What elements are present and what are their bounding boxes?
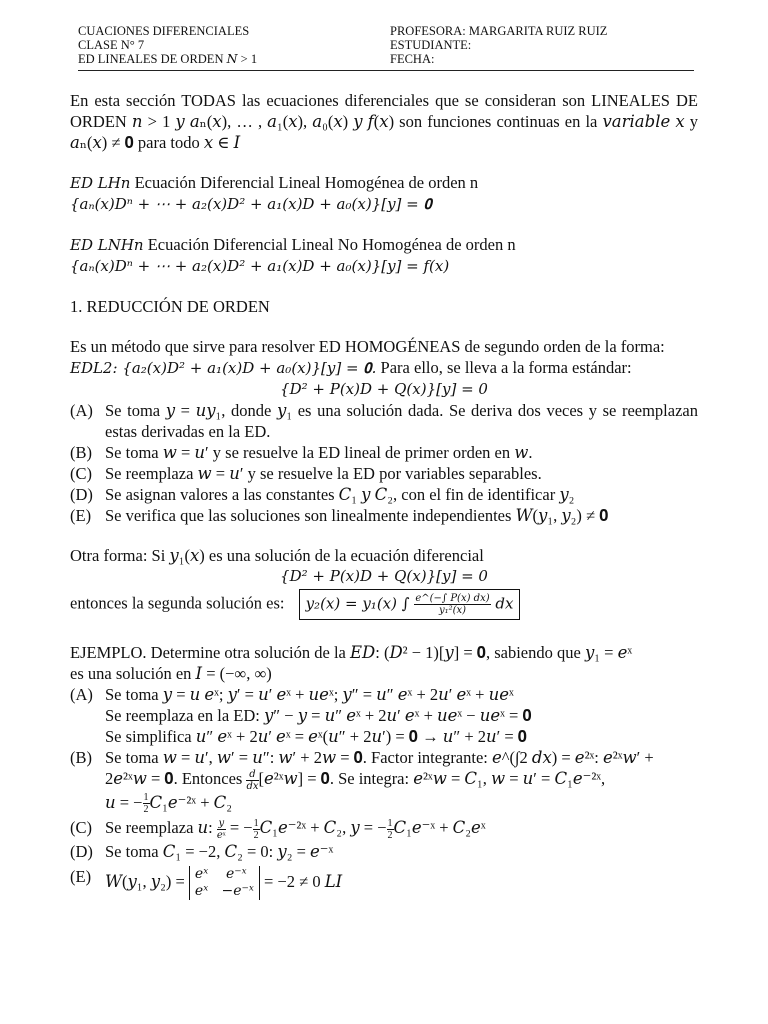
second-solution-label: entonces la segunda solución es: [70, 593, 285, 613]
method-intro-line: Es un método que sirve para resolver ED HOMOGÉNEAS de segundo orden de la forma: [70, 337, 665, 356]
list-item: (B) Se toma 𝑤 = 𝑢′ y se resuelve la ED lineal de primer orden en 𝑤. [70, 443, 533, 462]
example-step-a-line2: Se reemplaza en la ED: 𝑦″ − 𝑦 = 𝑢″ 𝑒ˣ + 2𝑢′ 𝑒ˣ + 𝑢𝑒ˣ − 𝑢𝑒ˣ = 𝟎 [105, 706, 532, 725]
example-step-b-line3: 𝑢 = − $\frac{1}{2}$ 𝐶₁𝑒⁻²ˣ + 𝐶₂ [105, 792, 232, 816]
example-step-b-line2: 2𝑒²ˣ𝑤 = 𝟎. Entonces $\frac{\text{𝑑}}{\text{𝑑𝑥}}$ [𝑒²ˣ𝑤] = 𝟎. Se integra: 𝑒²ˣ𝑤 = 𝐶₁, 𝑤 = 𝑢′ = 𝐶₁𝑒⁻²ˣ, [105, 768, 606, 792]
header-divider [78, 70, 694, 71]
second-solution-formula: 𝑦₂(𝑥) = 𝑦₁(𝑥) ∫ $\frac{\text{𝑒\textasciicircum{}(−∫ 𝑃(𝑥) 𝑑𝑥)}}{\text{𝑦₁²(𝑥)}}$ 𝑑𝑥 [299, 589, 521, 620]
example-step-e: (E) 𝑊(𝑦₁, 𝑦₂) = 𝑒ˣ 𝑒⁻ˣ 𝑒ˣ −𝑒⁻ˣ = −2 ≠ 0 𝐿𝐼 [70, 866, 343, 900]
page-header [78, 24, 694, 72]
example-step-b: (B) Se toma 𝑤 = 𝑢′, 𝑤′ = 𝑢″: 𝑤′ + 2𝑤 = 𝟎. Factor integrante: 𝑒^(∫2 𝑑𝑥) = 𝑒²ˣ: 𝑒²ˣ𝑤′ + [70, 748, 654, 767]
header-right [390, 24, 607, 66]
alternative-equation: {𝐷² + 𝑃(𝑥)𝐷 + 𝑄(𝑥)}[𝑦] = 0 [280, 567, 488, 585]
example-step-d: (D) Se toma 𝐶₁ = −2, 𝐶₂ = 0: 𝑦₂ = 𝑒⁻ˣ [70, 842, 334, 862]
edl2-text: Para ello, se lleva a la forma estándar: [376, 358, 632, 377]
document-body [70, 90, 698, 900]
lhn-tag: 𝐸𝐷 𝐿𝐻𝑛 [70, 174, 131, 192]
list-item: (A) Se toma 𝑦 = 𝑢𝑦₁, donde 𝑦₁ es una solución dada. Se deriva dos veces y se reemplazan estas derivadas en la ED. [70, 401, 698, 441]
intro-paragraph: En esta sección TODAS las ecuaciones diferenciales que se consideran son LINEALES DE ORDEN 𝑛 > 1 𝑦 𝑎ₙ(𝑥), … , 𝑎₁(𝑥), 𝑎₀(𝑥) 𝑦 𝑓(𝑥) son funciones continuas en la 𝑣𝑎𝑟𝑖𝑎𝑏𝑙𝑒 𝑥 y 𝑎ₙ(𝑥) ≠ 𝟎 para todo 𝑥 ∈ 𝐼 [70, 91, 698, 152]
method-intro [70, 336, 698, 526]
alternative-method-line: Otra forma: Si 𝑦₁(𝑥) es una solución de la ecuación diferencial [70, 546, 484, 565]
example [70, 642, 698, 900]
lhn-definition [70, 172, 698, 215]
list-item: (D) Se asignan valores a las constantes 𝐶₁ 𝑦 𝐶₂, con el fin de identificar 𝑦₂ [70, 485, 575, 504]
section-title: 1. REDUCCIÓN DE ORDEN [70, 297, 270, 316]
example-step-a-line3: Se simplifica 𝑢″ 𝑒ˣ + 2𝑢′ 𝑒ˣ = 𝑒ˣ(𝑢″ + 2𝑢′) = 𝟎 → 𝑢″ + 2𝑢′ = 𝟎 [105, 727, 527, 746]
alternative-method [70, 545, 698, 620]
example-step-c: (C) Se reemplaza 𝑢: $\frac{\text{𝑦}}{\text{𝑒ˣ}}$ = − $\frac{1}{2}$ 𝐶₁𝑒⁻²ˣ + 𝐶₂, 𝑦 = − $\frac{1}{2}$ 𝐶₁𝑒⁻ˣ + 𝐶₂𝑒ˣ [70, 818, 486, 842]
list-item: (E) Se verifica que las soluciones son linealmente independientes 𝑊(𝑦₁, 𝑦₂) ≠ 𝟎 [70, 506, 609, 525]
student-field: ESTUDIANTE: [390, 38, 472, 52]
date-field: FECHA: [390, 52, 435, 66]
lnhn-description: Ecuación Diferencial Lineal No Homogénea de orden n [147, 235, 516, 254]
course-title: CUACIONES DIFERENCIALES [78, 24, 250, 38]
lnhn-tag: 𝐸𝐷 𝐿𝑁𝐻𝑛 [70, 236, 144, 254]
standard-form-equation: {𝐷² + 𝑃(𝑥)𝐷 + 𝑄(𝑥)}[𝑦] = 0 [280, 380, 488, 398]
class-number: CLASE N° 7 [78, 38, 145, 52]
topic-title: ED LINEALES DE ORDEN 𝑁 > 1 [78, 52, 258, 66]
example-interval: es una solución en 𝐼 = (−∞, ∞) [70, 664, 272, 683]
list-item: (C) Se reemplaza 𝑤 = 𝑢′ y se resuelve la ED por variables separables. [70, 464, 542, 483]
lnhn-equation: {𝑎ₙ(𝑥)𝐷ⁿ + ⋯ + 𝑎₂(𝑥)𝐷² + 𝑎₁(𝑥)𝐷 + 𝑎₀(𝑥)}[𝑦] = 𝑓(𝑥) [70, 257, 450, 275]
wronskian-determinant: 𝑒ˣ 𝑒⁻ˣ 𝑒ˣ −𝑒⁻ˣ [189, 866, 260, 900]
method-steps [70, 400, 698, 526]
formula-fraction: $\frac{\text{𝑒\textasciicircum{}(−∫ 𝑃(𝑥) 𝑑𝑥)}}{\text{𝑦₁²(𝑥)}}$ [415, 593, 490, 616]
example-step-a: (A) Se toma 𝑦 = 𝑢 𝑒ˣ; 𝑦′ = 𝑢′ 𝑒ˣ + 𝑢𝑒ˣ; 𝑦″ = 𝑢″ 𝑒ˣ + 2𝑢′ 𝑒ˣ + 𝑢𝑒ˣ [70, 685, 514, 704]
lhn-description: Ecuación Diferencial Lineal Homogénea de orden n [134, 173, 479, 192]
lnhn-definition [70, 234, 698, 277]
professor-name: PROFESORA: MARGARITA RUIZ RUIZ [390, 24, 608, 38]
edl2-equation: 𝐸𝐷𝐿2: {𝑎₂(𝑥)𝐷² + 𝑎₁(𝑥)𝐷 + 𝑎₀(𝑥)}[𝑦] = 𝟎. [70, 359, 377, 377]
lhn-equation: {𝑎ₙ(𝑥)𝐷ⁿ + ⋯ + 𝑎₂(𝑥)𝐷² + 𝑎₁(𝑥)𝐷 + 𝑎₀(𝑥)}[𝑦] = 𝟎 [70, 195, 432, 213]
header-left [78, 24, 257, 66]
example-statement: EJEMPLO. Determine otra solución de la 𝐸𝐷: (𝐷² − 1)[𝑦] = 𝟎, sabiendo que 𝑦₁ = 𝑒ˣ [70, 643, 633, 662]
